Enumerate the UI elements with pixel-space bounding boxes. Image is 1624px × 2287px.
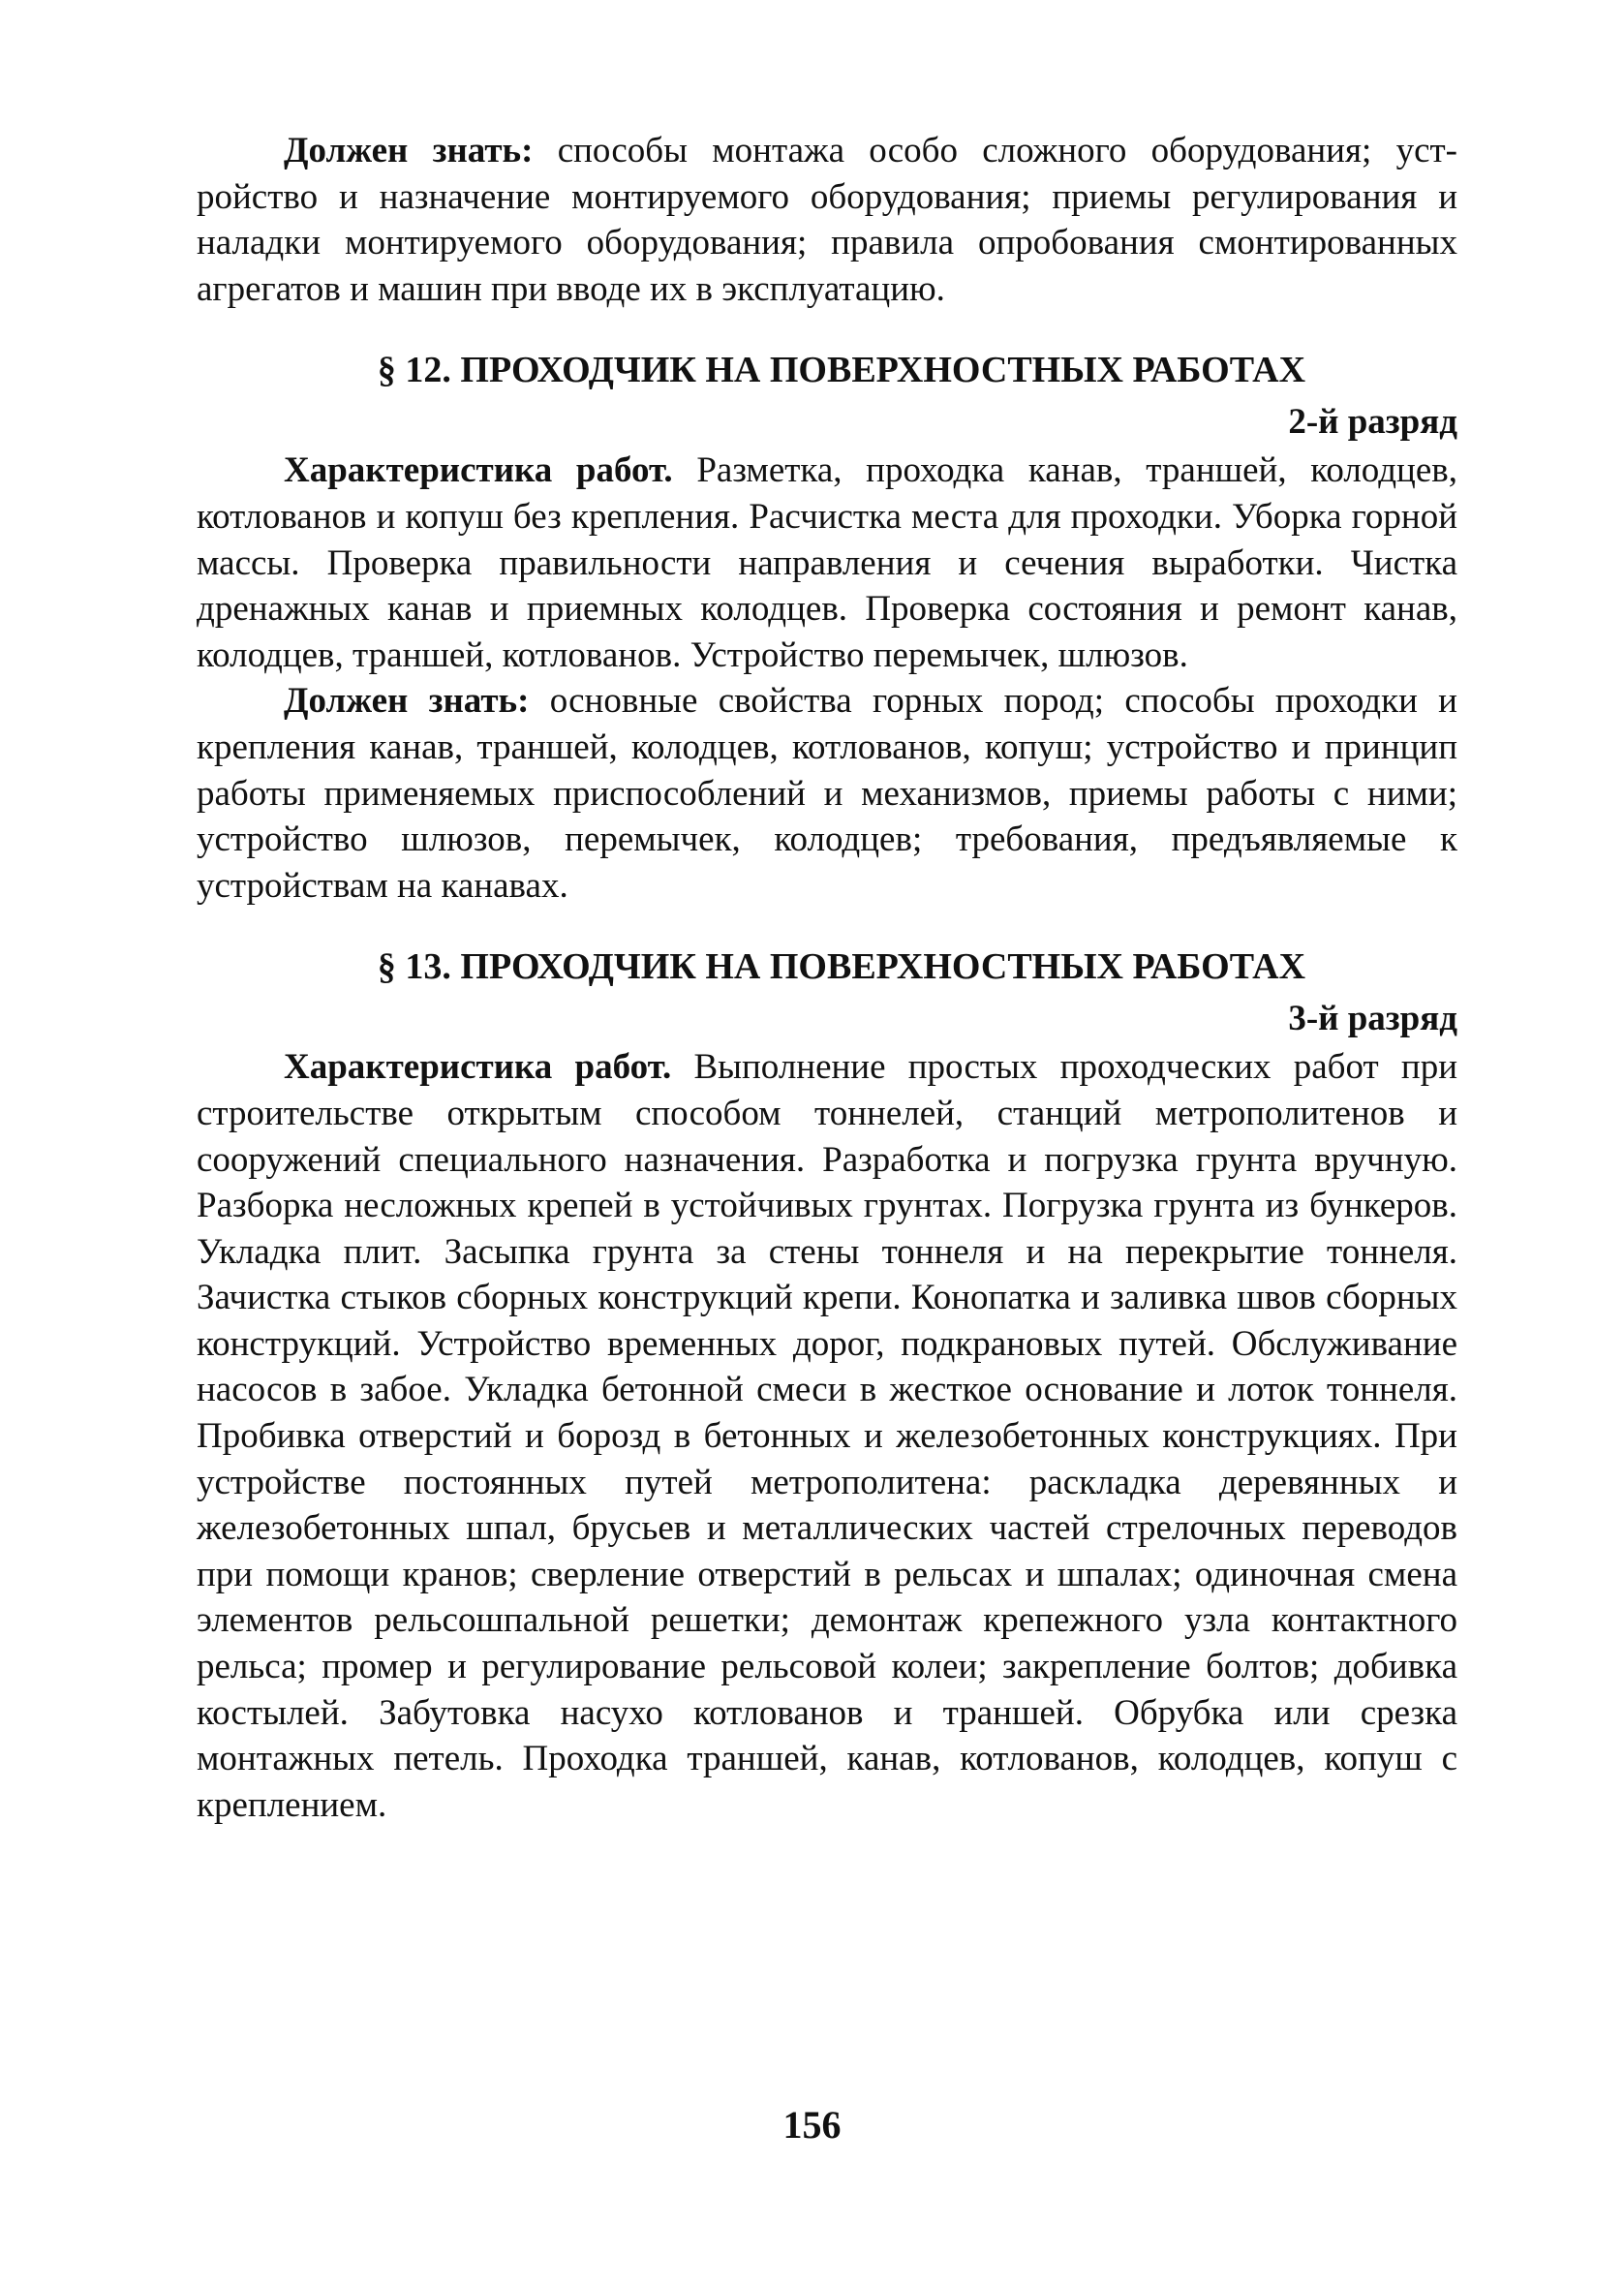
section-12-characteristics: [197, 448, 1457, 678]
section-12-grade: 2-й разряд: [1288, 402, 1457, 443]
section-13-title: § 13. ПРОХОДЧИК НА ПОВЕРХНОСТНЫХ РАБОТАХ: [377, 946, 1306, 988]
section-12-title: § 12. ПРОХОДЧИК НА ПОВЕРХНОСТНЫХ РАБОТАХ: [377, 350, 1306, 391]
page-number: 156: [782, 2103, 842, 2147]
page-body: [197, 128, 1457, 1828]
section-13-grade: 3-й разряд: [1288, 999, 1457, 1039]
section-12-characteristics-text: Разметка, проходка канав, траншей, колодцев, котлованов и копуш без крепления. Расчистка места для проходки. Уборка горной массы. Проверка правильности направления и сечения выработки. Чистка дренажных канав и приемных колодцев. Проверка состояния и ремонт канав, колодцев, траншей, котлованов. Устройство перемычек, шлюзов.: [197, 450, 1457, 675]
must-know-paragraph-top: [197, 128, 1457, 312]
must-know-lead: Должен знать:: [284, 131, 534, 170]
section-13-characteristics-lead: Характеристика работ.: [284, 1047, 672, 1088]
section-12-must-know: [197, 678, 1457, 909]
must-know-text: способы монтажа особо сложного оборудования; устройство и назначение монтируемого оборудования; приемы регулирования и наладки монтируемого оборудования; правила опробования смонтированных агрегатов и машин при вводе их в эксплуатацию.: [197, 131, 1457, 309]
section-13-characteristics-text: Выполнение простых проходческих работ при строительстве открытым способом тоннелей, станций метрополитенов и сооружений специального назначения. Разработка и погрузка грунта вручную. Разборка несложных крепей в устойчивых грунтах. Погрузка грунта из бункеров. Укладка плит. Засыпка грунта за стены тоннеля и на перекрытие тоннеля. Зачистка стыков сборных конструкций крепи. Конопатка и заливка швов сборных конструкций. Устройство временных дорог, подкрановых путей. Обслуживание насосов в забое. Укладка бетонной смеси в жесткое основание и лоток тоннеля. Пробивка отверстий и борозд в бетонных и железобетонных конструкциях. При устройстве постоянных путей метрополитена: раскладка деревянных и железобетонных шпал, брусьев и металлических частей стрелочных переводов при помощи кранов; сверление отверстий в рельсах и шпалах; одиночная смена элементов рельсошпальной решетки; демонтаж крепежного узла контактного рельса; промер и регулирование рельсовой колеи; закрепление болтов; добивка костылей. Забутовка насухо котлованов и траншей. Обрубка или срезка монтажных петель. Проходка траншей, канав, котлованов, колодцев, копуш с креплением.: [197, 1047, 1457, 1825]
section-12-must-know-text: основные свойства горных пород; способы проходки и крепления канав, траншей, колодцев, котлованов, копуш; устройство и принцип работы применяемых приспособлений и механизмов, приемы работы с ними; устройство шлюзов, перемычек, колодцев; требования, предъявляемые к устройствам на канавах.: [197, 681, 1457, 906]
section-13-characteristics: [197, 1044, 1457, 1828]
section-12-must-know-lead: Должен знать:: [284, 681, 530, 722]
section-12-characteristics-lead: Характеристика работ.: [284, 450, 673, 491]
